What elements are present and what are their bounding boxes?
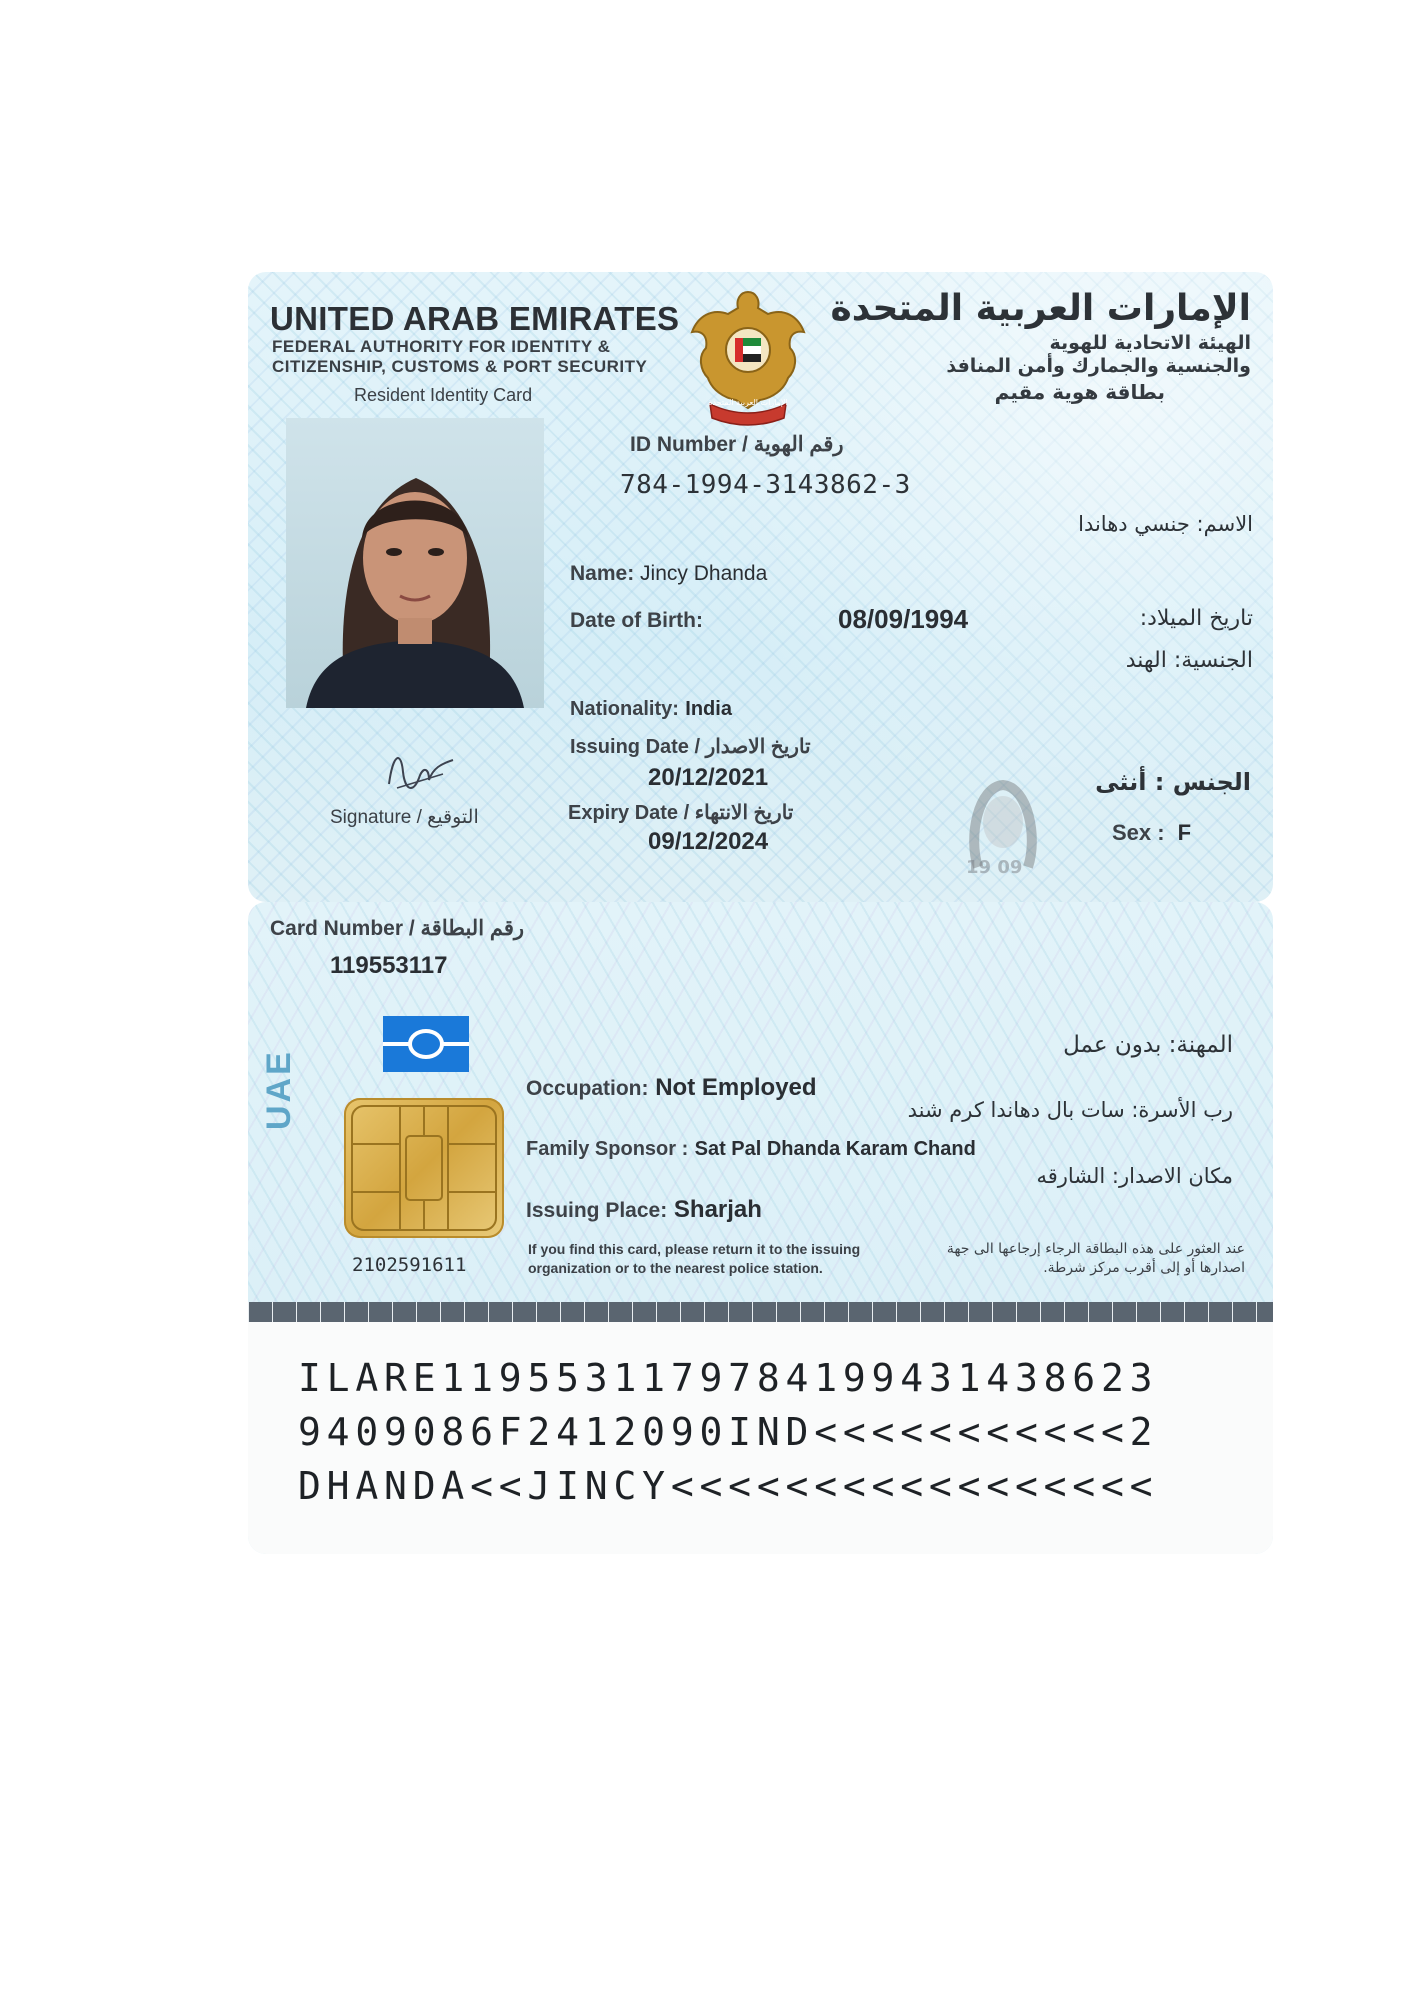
name-ar: الاسم: جنسي دهاندا: [1078, 512, 1253, 536]
mrz-line-2: 9409086F2412090IND<<<<<<<<<<<2: [298, 1410, 1159, 1454]
sex-field: [1112, 820, 1191, 846]
id-card-back: [248, 902, 1273, 1554]
sex: F: [1177, 820, 1192, 845]
authority-ar-line-2: والجنسية والجمارك وأمن المنافذ: [946, 355, 1251, 377]
contactless-mark-icon: [383, 1016, 469, 1072]
occupation-ar: المهنة: بدون عمل: [1063, 1032, 1233, 1058]
authority-ar-line-1: الهيئة الاتحادية للهوية: [1049, 332, 1251, 354]
return-notice-ar-line-1: عند العثور على هذه البطاقة الرجاء إرجاعها الى جهة: [946, 1241, 1245, 1257]
authority-line-2: CITIZENSHIP, CUSTOMS & PORT SECURITY: [272, 357, 648, 376]
occupation-label: Occupation:: [526, 1077, 649, 1100]
sponsor-label: Family Sponsor :: [526, 1138, 689, 1160]
dob-label: Date of Birth:: [570, 609, 703, 632]
issuing-date: 20/12/2021: [648, 764, 769, 791]
family-sponsor: Sat Pal Dhanda Karam Chand: [694, 1138, 976, 1160]
authority-line-1: FEDERAL AUTHORITY FOR IDENTITY &: [272, 337, 611, 356]
return-notice-en-line-1: If you find this card, please return it to the issuing: [528, 1241, 861, 1257]
occupation-field: [526, 1074, 817, 1102]
dob-ar-label: تاريخ الميلاد:: [1139, 606, 1253, 631]
mrz-line-1: ILARE1195531179784199431438623: [298, 1356, 1159, 1400]
name-field: [570, 562, 767, 586]
sponsor-field: [526, 1136, 976, 1161]
emblem-caption: الإمارات العربية المتحدة: [708, 398, 788, 407]
chip-serial-number: 2102591611: [352, 1254, 467, 1276]
holder-name: Jincy Dhanda: [640, 562, 768, 585]
card-number: 119553117: [330, 952, 448, 979]
issuing-date-label: Issuing Date / تاريخ الاصدار: [570, 736, 811, 758]
card-type-ar: بطاقة هوية مقيم: [994, 380, 1165, 404]
nationality-field: [570, 696, 732, 721]
expiry-date-label: Expiry Date / تاريخ الانتهاء: [568, 802, 794, 824]
return-notice-ar: [947, 1240, 1245, 1278]
sex-ar: الجنس : أنثى: [1095, 768, 1251, 796]
card-number-label: Card Number / رقم البطاقة: [270, 917, 525, 940]
sex-label: Sex :: [1112, 820, 1165, 845]
expiry-date: 09/12/2024: [648, 828, 769, 855]
nationality: India: [685, 698, 732, 720]
holder-photo: [286, 418, 544, 708]
mrz-line-3: DHANDA<<JINCY<<<<<<<<<<<<<<<<<: [298, 1464, 1159, 1508]
signature-label: Signature / التوقيع: [330, 807, 479, 828]
holder-signature: [383, 744, 459, 804]
country-name-en: UNITED ARAB EMIRATES: [270, 300, 680, 337]
mrz-border-strip: [248, 1302, 1273, 1322]
id-number: 784-1994-3143862-3: [620, 470, 911, 500]
issuing-place-ar: مكان الاصدار: الشارقه: [1036, 1164, 1233, 1188]
issuing-place: Sharjah: [673, 1196, 762, 1223]
date-of-birth: 08/09/1994: [838, 604, 969, 634]
occupation: Not Employed: [655, 1074, 817, 1101]
uae-side-text: UAE: [260, 1049, 298, 1130]
return-notice-en-line-2: organization or to the nearest police station.: [528, 1260, 823, 1276]
machine-readable-zone: [248, 1322, 1273, 1554]
issuing-place-field: [526, 1196, 762, 1224]
uae-emblem-icon: [688, 286, 808, 431]
return-notice-en: [528, 1240, 860, 1278]
sponsor-ar: رب الأسرة: سات بال دهاندا كرم شند: [907, 1098, 1233, 1122]
return-notice-ar-line-2: اصدارها أو إلى أقرب مركز شرطة.: [1043, 1260, 1245, 1276]
country-name-ar: الإمارات العربية المتحدة: [830, 288, 1251, 329]
smart-chip-icon: [344, 1098, 504, 1238]
id-card-front: [248, 272, 1273, 902]
id-number-label: ID Number / رقم الهوية: [630, 433, 844, 456]
nationality-ar: الجنسية: الهند: [1125, 648, 1253, 673]
name-label: Name:: [570, 562, 635, 585]
issuing-place-label: Issuing Place:: [526, 1199, 668, 1222]
card-type-en: Resident Identity Card: [354, 385, 533, 405]
nationality-label: Nationality:: [570, 698, 679, 720]
ghost-dob-text: 19 09: [966, 857, 1023, 878]
